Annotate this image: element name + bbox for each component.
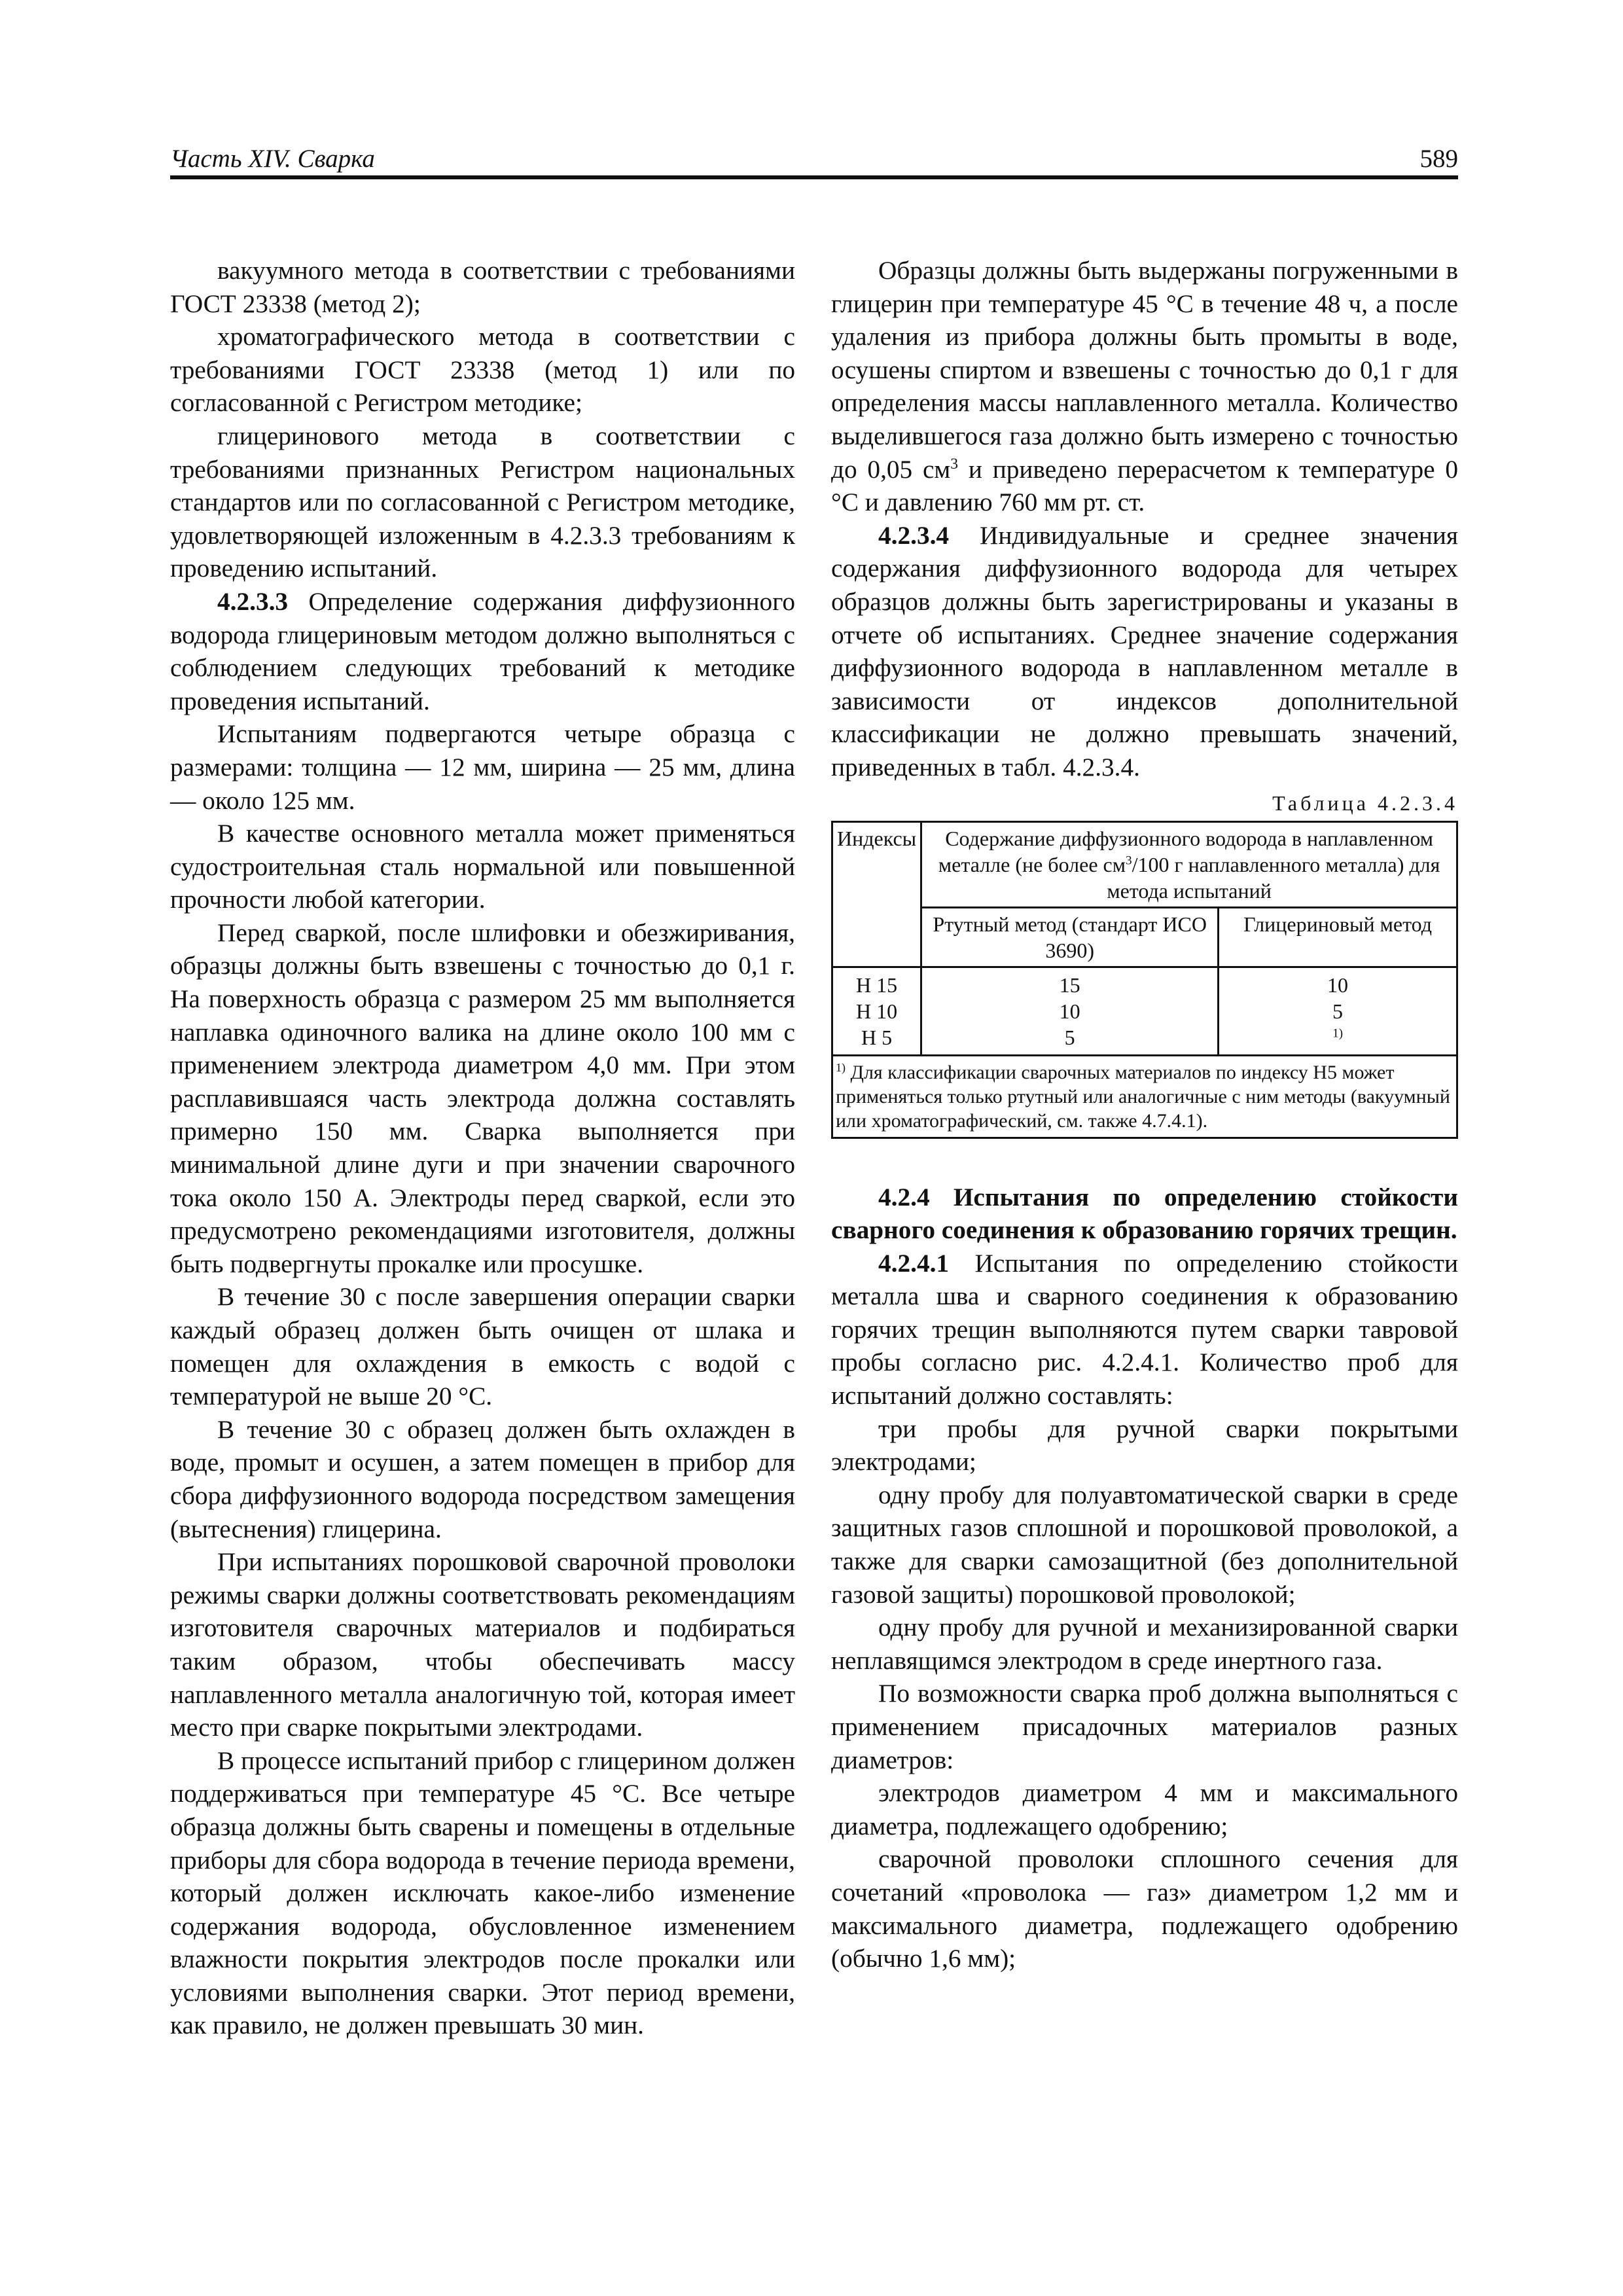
- header-content: Содержание диффузионного водорода в наплавленном металле (не более $см^3/100$ г наплавленного металла) для метода испытаний: [921, 821, 1457, 907]
- left-column: [170, 254, 795, 2042]
- paragraph: одну пробу для ручной и механизированной сварки неплавящимся электродом в среде инертного газа.: [831, 1613, 1458, 1675]
- hydrogen-table: [831, 821, 1458, 1139]
- paragraph: В течение 30 с образец должен быть охлажден в воде, промыт и осушен, а затем помещен в прибор для сбора диффузионного водорода посредством замещения (вытеснения) глицерина.: [170, 1414, 795, 1543]
- clause-text: Испытания по определению стойкости металла шва и сварного соединения к образованию горячих трещин выполняются путем сварки тавровой пробы согласно рис. 4.2.4.1. Количество проб для испытаний должно составлять:: [831, 1248, 1458, 1410]
- table-footnote: $^{1)}$ Для классификации сварочных материалов по индексу Н5 может применяться только ртутный или аналогичные с ним методы (вакуумный или хроматографический, см. также 4.7.4.1).: [832, 1055, 1457, 1138]
- clause-text: Индивидуальные и среднее значения содержания диффузионного водорода для четырех образцов должны быть зарегистрированы и указаны в отчете об испытаниях. Среднее значение содержания диффузионного водорода в наплавленном металле в зависимости от индексов дополнительной классификации не должно превышать значений, приведенных в табл. 4.2.3.4.: [831, 520, 1458, 781]
- paragraph: глицеринового метода в соответствии с требованиями признанных Регистром национальных стандартов или по согласованной с Регистром методике, удовлетворяющей изложенным в 4.2.3.3 требованиям к проведению испытаний.: [170, 421, 795, 583]
- paragraph: Испытаниям подвергаются четыре образца с размерами: толщина — 12 мм, ширина — 25 мм, длина — около 125 мм.: [170, 719, 795, 815]
- clause-number: 4.2.4.1: [878, 1248, 950, 1278]
- clause-text: Определение содержания диффузионного водорода глицериновым методом должно выполняться с соблюдением следующих требований к методике проведения испытаний.: [170, 586, 795, 715]
- page-number: 589: [1419, 145, 1458, 173]
- superscript: 3: [950, 455, 959, 473]
- right-column: [831, 254, 1458, 1975]
- paragraph: Перед сваркой, после шлифовки и обезжиривания, образцы должны быть взвешены с точностью до 0,1 г. На поверхность образца с размером 25 мм выполняется наплавка одиночного валика на длине около 100 мм с применением электрода диаметром 4,0 мм. При этом расплавившаяся часть электрода должна составлять примерно 150 мм. Сварка выполняется при минимальной длине дуги и при значении сварочного тока около 150 А. Электроды перед сваркой, если это предусмотрено рекомендациями изготовителя, должны быть подвергнуты прокалке или просушке.: [170, 918, 795, 1278]
- paragraph: [831, 519, 1458, 784]
- paragraph: одну пробу для полуавтоматической сварки в среде защитных газов сплошной и порошковой проволокой, а также для сварки самозащитной (без дополнительной газовой защиты) порошковой проволокой;: [831, 1480, 1458, 1609]
- paragraph: Образцы должны быть выдержаны погруженными в глицерин при температуре 45 °С в течение 48 ч, а после удаления из прибора должны быть промыты в воде, осушены спиртом и взвешены с точностью до 0,1 г для определения массы наплавленного металла. Количество выделившегося газа должно быть измерено с точностью до 0,05 $см^3$ и приведено перерасчетом к температуре 0 °С и давлению 760 мм рт. ст.: [831, 256, 1458, 517]
- note-mark: 1): [1332, 1026, 1344, 1040]
- paragraph: [170, 585, 795, 717]
- paragraph: вакуумного метода в соответствии с требованиями ГОСТ 23338 (метод 2);: [170, 256, 795, 318]
- index-cell: Н 15 Н 10 Н 5: [832, 967, 921, 1055]
- paragraph: В качестве основного металла может применяться судостроительная сталь нормальной или повышенной прочности любой категории.: [170, 819, 795, 914]
- glycerin-cell: 10 5 $^{1)}$: [1219, 967, 1457, 1055]
- paragraph: В течение 30 с после завершения операции сварки каждый образец должен быть очищен от шлака и помещен для охлаждения в емкость с водой с температурой не выше 20 °С.: [170, 1282, 795, 1411]
- clause-number: 4.2.3.3: [217, 586, 289, 616]
- paragraph: сварочной проволоки сплошного сечения для сочетаний «проволока — газ» диаметром 1,2 мм и максимального диаметра, подлежащего одобрению (обычно 1,6 мм);: [831, 1844, 1458, 1973]
- header-indexes: Индексы: [832, 821, 921, 967]
- paragraph: три пробы для ручной сварки покрытыми электродами;: [831, 1414, 1458, 1477]
- paragraph: При испытаниях порошковой сварочной проволоки режимы сварки должны соответствовать рекомендациям изготовителя сварочных материалов и подбираться таким образом, чтобы обеспечивать массу наплавленного металла аналогичную той, которая имеет место при сварке покрытыми электродами.: [170, 1547, 795, 1742]
- header-rule: [170, 175, 1458, 179]
- running-title: Часть XIV. Сварка: [170, 145, 375, 173]
- table-caption: Таблица 4.2.3.4: [1272, 791, 1458, 815]
- paragraph: По возможности сварка проб должна выполняться с применением присадочных материалов разных диаметров:: [831, 1679, 1458, 1774]
- page-header: [170, 141, 1458, 181]
- paragraph: [831, 1247, 1458, 1412]
- header-glycerin: Глицериновый метод: [1219, 907, 1457, 967]
- paragraph: В процессе испытаний прибор с глицерином должен поддерживаться при температуре 45 °С. Все четыре образца должны быть сварены и помещены в отдельные приборы для сбора водорода в течение периода времени, который должен исключать какое-либо изменение содержания водорода, обусловленное изменением влажности покрытия электродов после прокалки или условиями выполнения сварки. Этот период времени, как правило, не должен превышать 30 мин.: [170, 1746, 795, 2040]
- header-mercury: Ртутный метод (стандарт ИСО 3690): [921, 907, 1219, 967]
- mercury-cell: 15 10 5: [921, 967, 1219, 1055]
- clause-number: 4.2.3.4: [878, 520, 950, 550]
- paragraph: электродов диаметром 4 мм и максимального диаметра, подлежащего одобрению;: [831, 1778, 1458, 1840]
- section-heading: 4.2.4 Испытания по определению стойкости сварного соединения к образованию горячих трещин.: [831, 1182, 1458, 1245]
- paragraph: хроматографического метода в соответствии с требованиями ГОСТ 23338 (метод 1) или по согласованной с Регистром методике;: [170, 322, 795, 418]
